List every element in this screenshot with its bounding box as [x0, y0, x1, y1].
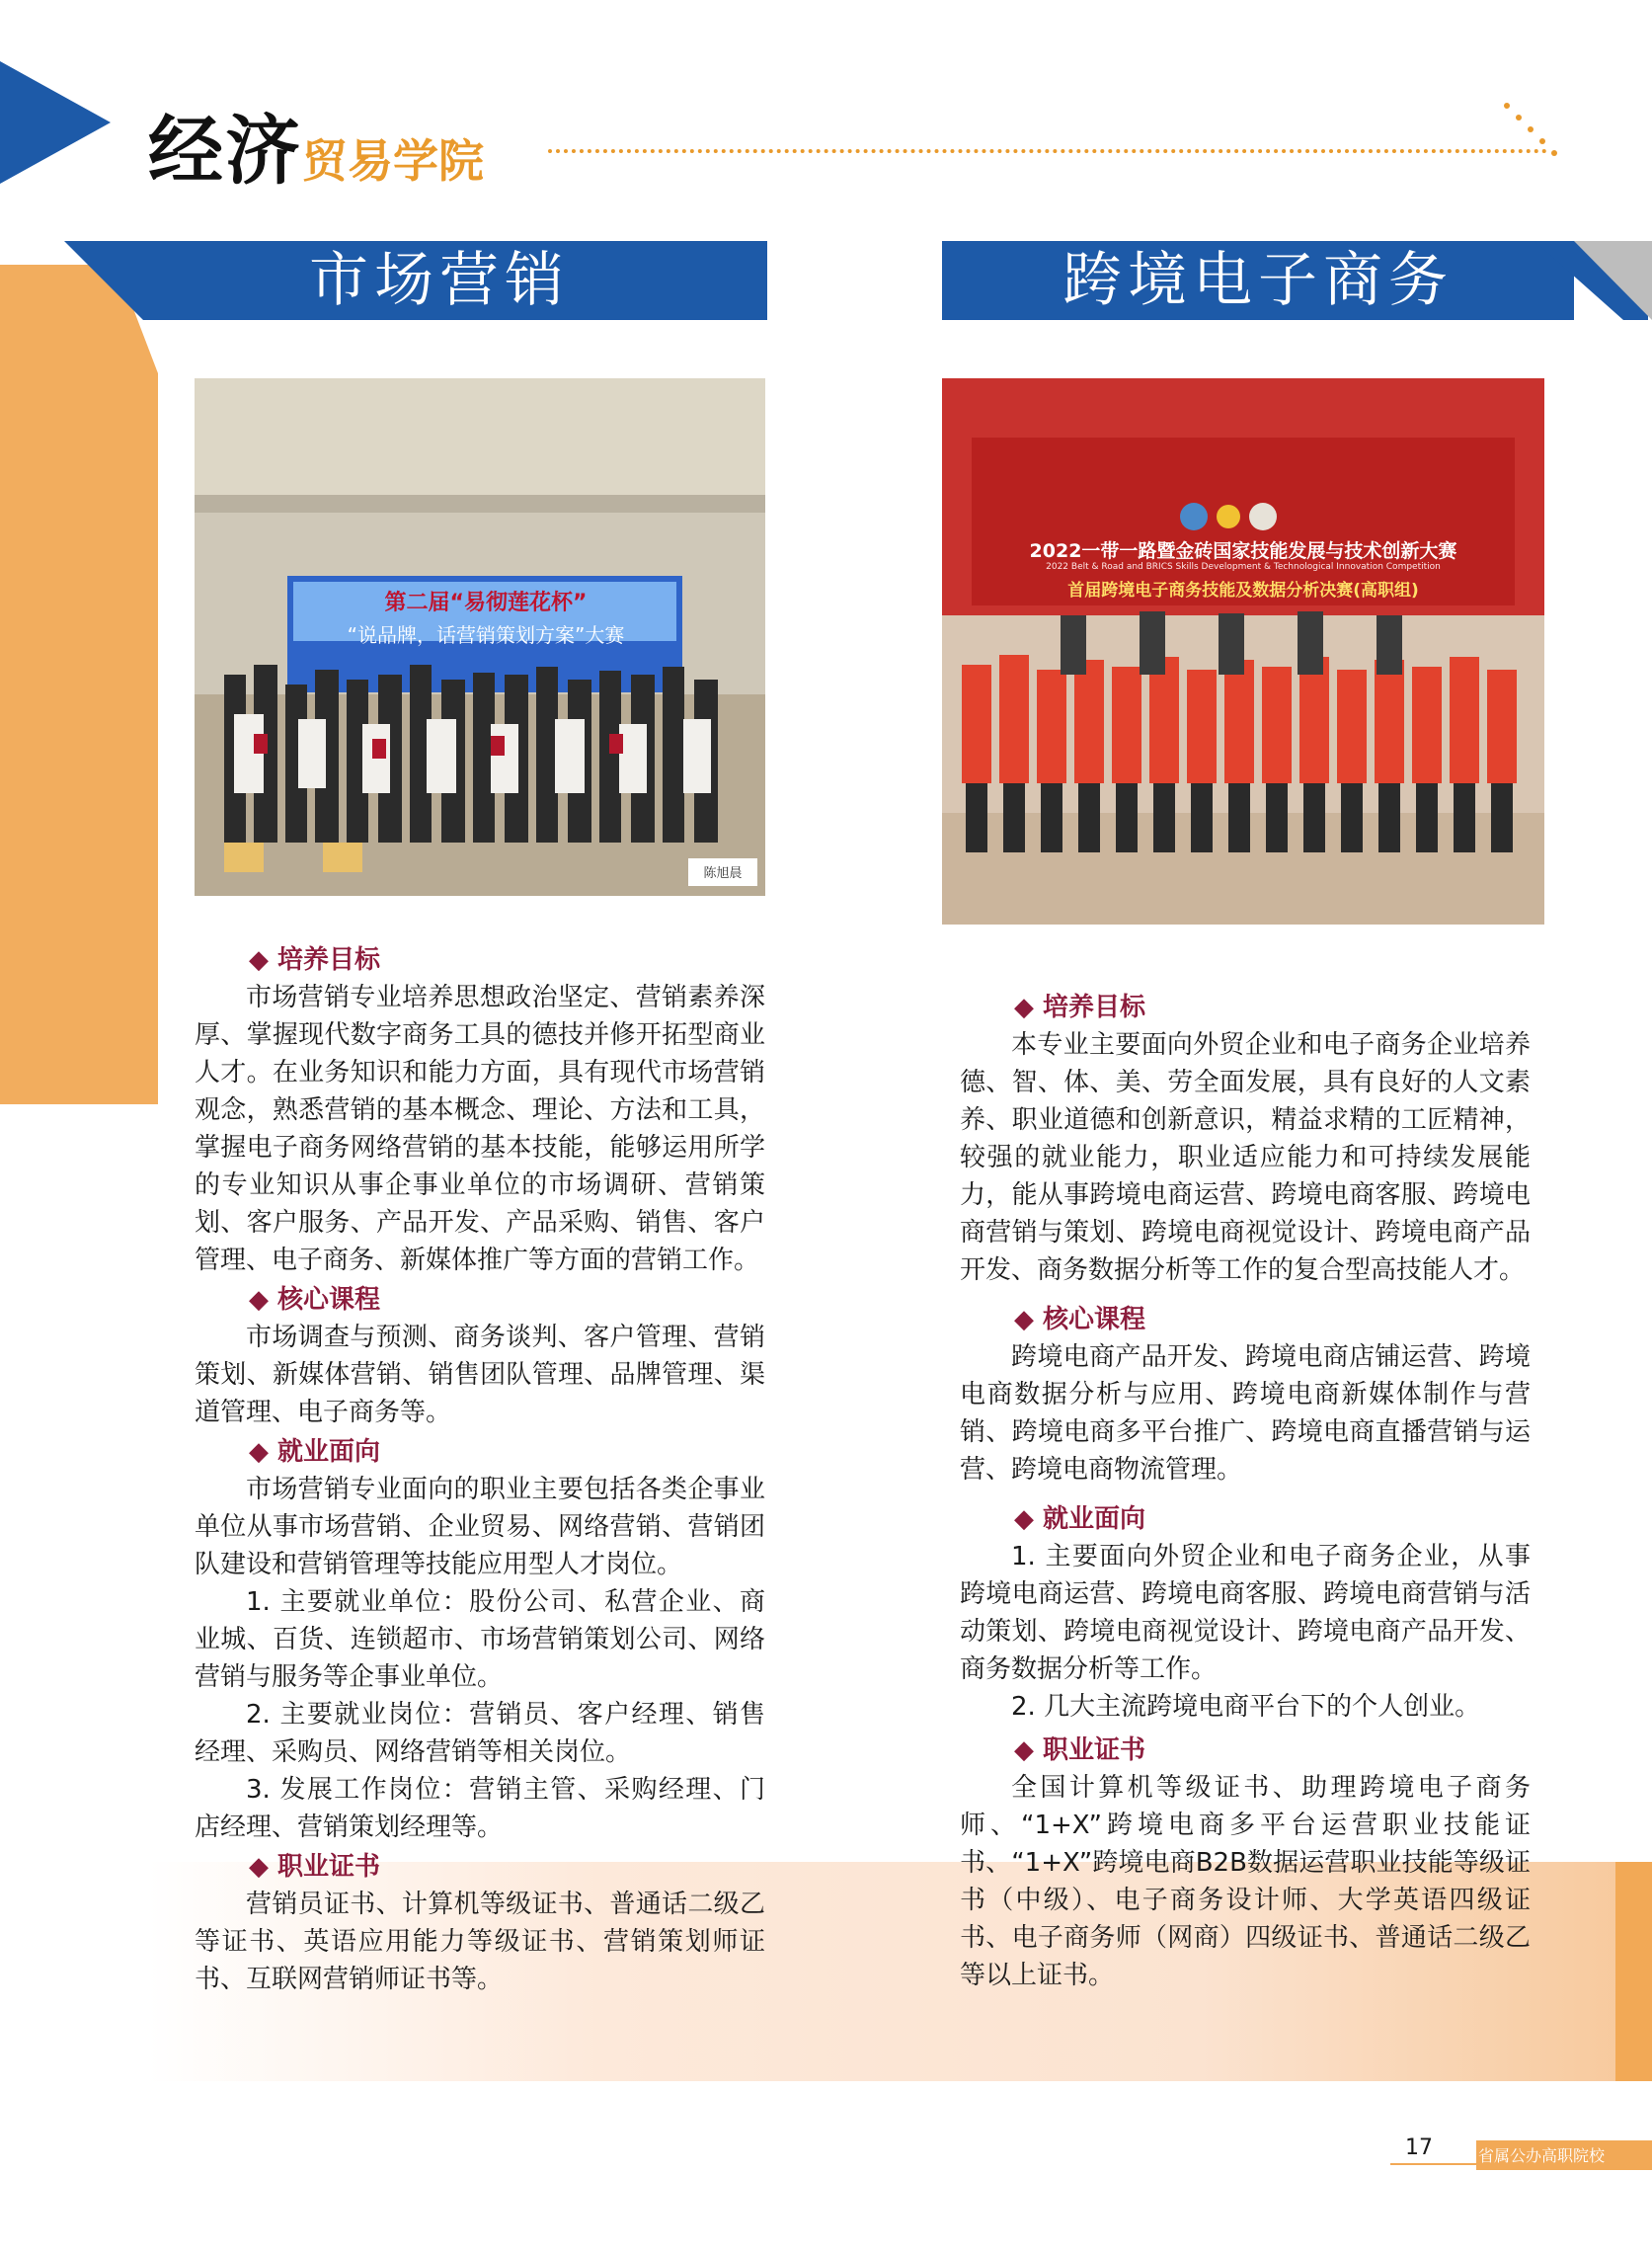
photo-illustration — [942, 378, 1544, 925]
section-body — [195, 1319, 765, 1431]
left-column-text — [195, 941, 765, 1998]
left-section-banner — [64, 241, 767, 320]
section-heading: ◆ 就业面向 — [1014, 1504, 1146, 1534]
paragraph: 2. 几大主流跨境电商平台下的个人创业。 — [1011, 1692, 1481, 1722]
photo-nameplate: 陈旭晨 — [703, 866, 743, 881]
header-dot — [1516, 115, 1522, 121]
right-column-text — [960, 989, 1531, 1994]
corner-triangle-decoration — [0, 61, 111, 184]
right-section-banner — [942, 241, 1652, 320]
cross-border-competition-photo — [942, 378, 1544, 925]
footer-publisher: 省属公办高职院校 — [1478, 2146, 1606, 2165]
paragraph: 市场营销专业培养思想政治坚定、营销素养深厚、掌握现代数字商务工具的德技并修开拓型商业人才。在业务知识和能力方面，具有现代市场营销观念，熟悉营销的基本概念、理论、方法和工具，掌握电子商务网络营销的基本技能，能够运用所学的专业知识从事企事业单位的市场调研、营销策划、客户服务、产品开发、产品采购、销售、客户管理、电子商务、新媒体推广等方面的营销工作。 — [195, 983, 765, 1275]
paragraph: 1. 主要就业单位：股份公司、私营企业、商业城、百货、连锁超市、市场营销策划公司、网络营销与服务等企事业单位。 — [195, 1587, 765, 1692]
header-dot — [1504, 103, 1510, 109]
photo-screen-subtitle: 首届跨境电子商务技能及数据分析决赛(高职组) — [1067, 581, 1419, 601]
right-banner-title: 跨境电子商务 — [1062, 246, 1454, 315]
header-dotted-line — [548, 149, 1547, 153]
section-body — [960, 1026, 1531, 1289]
section-heading: ◆ 培养目标 — [1014, 993, 1146, 1022]
photo-screen-title: 2022一带一路暨金砖国家技能发展与技术创新大赛 — [1029, 540, 1457, 562]
paragraph: 市场调查与预测、商务谈判、客户管理、营销策划、新媒体营销、销售团队管理、品牌管理、渠道管理、电子商务等。 — [195, 1323, 765, 1427]
header-dot — [1528, 126, 1534, 132]
orange-side-panel — [0, 265, 158, 1104]
left-banner-title: 市场营销 — [309, 246, 570, 315]
section-body — [195, 1471, 765, 1846]
paragraph: 营销员证书、计算机等级证书、普通话二级乙等证书、英语应用能力等级证书、营销策划师证书、互联网营销师证书等。 — [195, 1890, 765, 1994]
bottom-orange-strip — [1615, 1862, 1652, 2081]
header-dot — [1539, 138, 1545, 144]
paragraph: 全国计算机等级证书、助理跨境电子商务师、“1+X”跨境电商多平台运营职业技能证书、“1+X”跨境电商B2B数据运营职业技能等级证书（中级）、电子商务设计师、大学英语四级证书、电子商务师（网商）四级证书、普通话二级乙等以上证书。 — [960, 1773, 1531, 1990]
section-heading: ◆ 培养目标 — [249, 945, 381, 975]
page-number: 17 — [1405, 2135, 1433, 2160]
section-body — [960, 1769, 1531, 1994]
photo-screen-subtitle: “说品牌，话营销策划方案”大赛 — [347, 623, 625, 647]
section-body — [960, 1538, 1531, 1726]
header-title-sub: 贸易学院 — [302, 134, 484, 188]
paragraph: 本专业主要面向外贸企业和电子商务企业培养德、智、体、美、劳全面发展，具有良好的人文素养、职业道德和创新意识，精益求精的工匠精神，较强的就业能力，职业适应能力和可持续发展能力，能从事跨境电商运营、跨境电商客服、跨境电商营销与策划、跨境电商视觉设计、跨境电商产品开发、商务数据分析等工作的复合型高技能人才。 — [960, 1030, 1531, 1285]
section-heading: ◆ 核心课程 — [249, 1285, 381, 1315]
section-heading: ◆ 职业证书 — [1014, 1735, 1146, 1765]
marketing-competition-photo — [195, 378, 765, 896]
photo-screen-english: 2022 Belt & Road and BRICS Skills Development & Technological Innovation Competition — [1046, 562, 1441, 572]
paragraph: 1. 主要面向外贸企业和电子商务企业，从事跨境电商运营、跨境电商客服、跨境电商营销与活动策划、跨境电商视觉设计、跨境电商产品开发、商务数据分析等工作。 — [960, 1542, 1531, 1684]
paragraph: 跨境电商产品开发、跨境电商店铺运营、跨境电商数据分析与应用、跨境电商新媒体制作与营销、跨境电商多平台推广、跨境电商直播营销与运营、跨境电商物流管理。 — [960, 1342, 1531, 1485]
header-dot — [1551, 150, 1557, 156]
photo-screen-title: 第二届“易彻莲花杯” — [384, 591, 588, 615]
page-header — [148, 91, 484, 199]
header-title-main: 经济 — [148, 107, 302, 195]
paragraph: 3. 发展工作岗位：营销主管、采购经理、门店经理、营销策划经理等。 — [195, 1775, 765, 1842]
section-heading: ◆ 核心课程 — [1014, 1305, 1146, 1334]
paragraph: 市场营销专业面向的职业主要包括各类企事业单位从事市场营销、企业贸易、网络营销、营销团队建设和营销管理等技能应用型人才岗位。 — [195, 1475, 765, 1579]
section-heading: ◆ 就业面向 — [249, 1437, 381, 1467]
section-body — [960, 1338, 1531, 1489]
section-body — [195, 1886, 765, 1998]
section-body — [195, 979, 765, 1279]
paragraph: 2. 主要就业岗位：营销员、客户经理、销售经理、采购员、网络营销等相关岗位。 — [195, 1700, 765, 1767]
section-heading: ◆ 职业证书 — [249, 1852, 381, 1882]
